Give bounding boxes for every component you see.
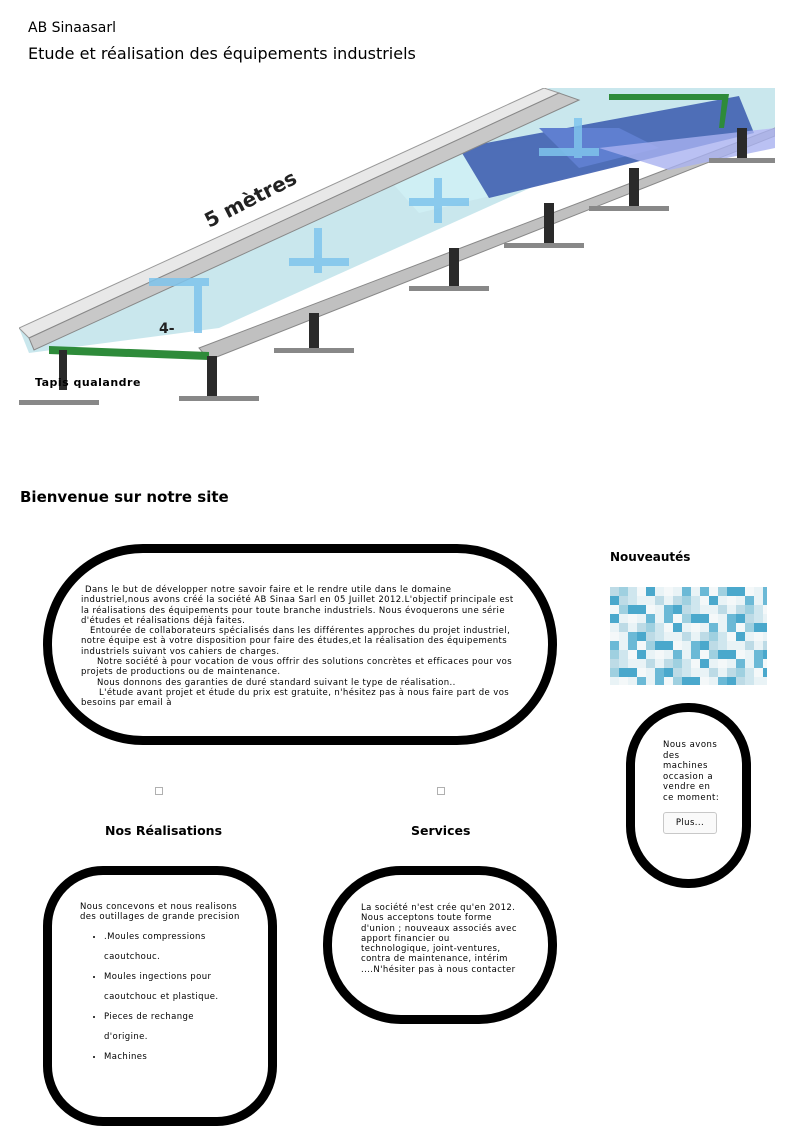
- mosaic-tile: [763, 650, 767, 659]
- mosaic-tile: [655, 659, 664, 668]
- mosaic-tile: [754, 596, 763, 605]
- mosaic-tile: [610, 659, 619, 668]
- mosaic-tile: [610, 587, 619, 596]
- mosaic-tile: [700, 668, 709, 677]
- mosaic-tile: [727, 614, 736, 623]
- mosaic-tile: [628, 632, 637, 641]
- mosaic-tile: [718, 605, 727, 614]
- mosaic-tile: [718, 659, 727, 668]
- mosaic-tile: [673, 623, 682, 632]
- mosaic-tile: [745, 650, 754, 659]
- mosaic-tile: [637, 650, 646, 659]
- list-item: • .Moules compressions caoutchouc.: [104, 927, 238, 967]
- mosaic-tile: [655, 668, 664, 677]
- mosaic-tile: [718, 677, 727, 685]
- mosaic-tile: [754, 668, 763, 677]
- mosaic-tile: [691, 587, 700, 596]
- mosaic-tile: [637, 623, 646, 632]
- mosaic-tile: [619, 596, 628, 605]
- mosaic-tile: [646, 614, 655, 623]
- mosaic-tile: [682, 605, 691, 614]
- mosaic-tile: [682, 632, 691, 641]
- mosaic-tile: [628, 596, 637, 605]
- mosaic-tile: [682, 650, 691, 659]
- mosaic-tile: [718, 614, 727, 623]
- mosaic-tile: [637, 659, 646, 668]
- mosaic-tile: [691, 677, 700, 685]
- mosaic-tile: [682, 659, 691, 668]
- mosaic-tile: [745, 623, 754, 632]
- mosaic-tile: [727, 623, 736, 632]
- mosaic-tile: [700, 587, 709, 596]
- intro-paragraph: Nous donnons des garanties de duré standard suivant le type de réalisation..: [97, 677, 456, 688]
- mosaic-tile: [619, 668, 628, 677]
- mosaic-tile: [655, 632, 664, 641]
- mosaic-tile: [646, 587, 655, 596]
- mosaic-tile: [736, 677, 745, 685]
- mosaic-tile: [718, 641, 727, 650]
- mosaic-tile: [673, 668, 682, 677]
- list-item: • Moules ingections pour caoutchouc et plastique.: [104, 967, 238, 1007]
- mosaic-tile: [709, 596, 718, 605]
- mosaic-tile: [637, 677, 646, 685]
- mosaic-tile: [610, 614, 619, 623]
- mosaic-tile: [619, 641, 628, 650]
- mosaic-tile: [646, 659, 655, 668]
- mosaic-tile: [637, 641, 646, 650]
- mosaic-tile: [691, 650, 700, 659]
- mosaic-tile: [700, 677, 709, 685]
- mosaic-tile: [610, 677, 619, 685]
- mosaic-tile: [619, 587, 628, 596]
- mosaic-tile: [637, 632, 646, 641]
- mosaic-tile: [655, 641, 664, 650]
- mosaic-tile: [727, 650, 736, 659]
- mosaic-tile: [727, 677, 736, 685]
- mosaic-tile: [691, 659, 700, 668]
- list-item: • Pieces de rechange d'origine.: [104, 1007, 238, 1047]
- mosaic-tile: [763, 587, 767, 596]
- mosaic-tile: [754, 623, 763, 632]
- mosaic-tile: [664, 623, 673, 632]
- mosaic-tile: [664, 677, 673, 685]
- mosaic-tile: [646, 677, 655, 685]
- mosaic-tile: [727, 668, 736, 677]
- mosaic-tile: [637, 605, 646, 614]
- mosaic-tile: [673, 677, 682, 685]
- mosaic-tile: [745, 605, 754, 614]
- mosaic-tile: [664, 641, 673, 650]
- mosaic-tile: [709, 641, 718, 650]
- hero-caption: Tapis qualandre: [35, 376, 141, 389]
- mosaic-tile: [637, 587, 646, 596]
- mosaic-tile: [736, 596, 745, 605]
- mosaic-tile: [754, 641, 763, 650]
- intro-panel: [43, 544, 557, 745]
- mosaic-tile: [763, 641, 767, 650]
- mosaic-tile: [736, 668, 745, 677]
- mosaic-tile: [745, 596, 754, 605]
- mosaic-tile: [673, 605, 682, 614]
- mosaic-tile: [700, 623, 709, 632]
- mosaic-tile: [709, 605, 718, 614]
- mosaic-tile: [754, 677, 763, 685]
- mosaic-tile: [691, 668, 700, 677]
- mosaic-tile: [718, 668, 727, 677]
- mosaic-tile: [610, 632, 619, 641]
- mosaic-tile: [700, 659, 709, 668]
- mosaic-tile: [664, 632, 673, 641]
- mosaic-tile: [682, 587, 691, 596]
- mosaic-tile: [745, 668, 754, 677]
- mosaic-tile: [664, 659, 673, 668]
- mosaic-tile: [628, 668, 637, 677]
- mosaic-tile: [664, 605, 673, 614]
- services-panel: [323, 866, 557, 1024]
- mosaic-tile: [619, 605, 628, 614]
- mosaic-tile: [610, 605, 619, 614]
- mosaic-tile: [691, 623, 700, 632]
- mosaic-tile: [709, 650, 718, 659]
- mosaic-tile: [682, 614, 691, 623]
- mosaic-tile: [673, 587, 682, 596]
- mosaic-tile: [637, 596, 646, 605]
- mosaic-tile: [655, 596, 664, 605]
- mosaic-tile: [736, 650, 745, 659]
- mosaic-tile: [727, 632, 736, 641]
- mosaic-tile: [763, 605, 767, 614]
- mosaic-tile: [628, 587, 637, 596]
- mosaic-tile: [745, 587, 754, 596]
- mosaic-tile: [637, 668, 646, 677]
- mosaic-tile: [700, 605, 709, 614]
- mosaic-tile: [655, 623, 664, 632]
- mosaic-tile: [754, 587, 763, 596]
- mosaic-tile: [673, 596, 682, 605]
- mosaic-tile: [763, 659, 767, 668]
- mosaic-tile: [619, 677, 628, 685]
- mosaic-tile: [628, 605, 637, 614]
- mosaic-tile: [655, 650, 664, 659]
- mosaic-tile: [646, 668, 655, 677]
- mosaic-tile: [619, 650, 628, 659]
- news-text: Nous avons des machines occasion a vendre en ce moment:: [663, 740, 720, 803]
- mosaic-tile: [763, 596, 767, 605]
- hero-side-label: 4-: [159, 321, 175, 337]
- mosaic-tile: [736, 623, 745, 632]
- realisations-intro: Nous concevons et nous realisons des outillages de grande precision: [80, 902, 240, 923]
- more-button[interactable]: Plus...: [663, 812, 717, 834]
- mosaic-tile: [682, 677, 691, 685]
- mosaic-tile: [736, 632, 745, 641]
- mosaic-tile: [727, 659, 736, 668]
- mosaic-tile: [736, 659, 745, 668]
- mosaic-tile: [610, 641, 619, 650]
- broken-image-icon: [155, 787, 163, 795]
- mosaic-tile: [691, 596, 700, 605]
- mosaic-tile: [763, 677, 767, 685]
- mosaic-tile: [718, 650, 727, 659]
- site-tagline: Etude et réalisation des équipements industriels: [28, 44, 416, 63]
- mosaic-tile: [718, 596, 727, 605]
- mosaic-tile: [610, 596, 619, 605]
- mosaic-tile: [664, 596, 673, 605]
- realisations-title: Nos Réalisations: [105, 823, 223, 838]
- mosaic-tile: [718, 623, 727, 632]
- mosaic-tile: [691, 605, 700, 614]
- mosaic-tile: [700, 632, 709, 641]
- mosaic-tile: [727, 596, 736, 605]
- mosaic-tile: [727, 605, 736, 614]
- mosaic-tile: [718, 587, 727, 596]
- intro-paragraph: Dans le but de développer notre savoir faire et le rendre utile dans le domaine industriel,nous avons créé la société AB Sinaa Sarl en 05 Juillet 2012.L'objectif principale est la réalisations des équipements pour toute branche industriels. Nous évoquerons une série d'études et réalisations déjà faites.: [81, 585, 514, 626]
- intro-paragraph: Notre société à pour vocation de vous offrir des solutions concrètes et efficaces pour vos projets de productions ou de maintenance.: [81, 657, 513, 678]
- mosaic-tile: [610, 623, 619, 632]
- list-item: • Machines: [104, 1047, 238, 1067]
- mosaic-tile: [709, 677, 718, 685]
- news-title: Nouveautés: [610, 550, 691, 564]
- mosaic-tile: [727, 587, 736, 596]
- mosaic-tile: [736, 641, 745, 650]
- mosaic-tile: [700, 614, 709, 623]
- mosaic-tile: [763, 668, 767, 677]
- mosaic-tile: [628, 614, 637, 623]
- mosaic-tile: [646, 632, 655, 641]
- intro-paragraph: L'étude avant projet et étude du prix est gratuite, n'hésitez pas à nous faire part de vos besoins par email à: [81, 687, 510, 709]
- mosaic-tile: [664, 587, 673, 596]
- mosaic-tile: [754, 632, 763, 641]
- mosaic-tile: [628, 659, 637, 668]
- mosaic-tile: [745, 677, 754, 685]
- mosaic-tile: [637, 614, 646, 623]
- mosaic-tile: [763, 632, 767, 641]
- mosaic-tile: [655, 587, 664, 596]
- news-panel: [626, 703, 751, 888]
- intro-paragraph: Entourée de collaborateurs spécialisés dans les différentes approches du projet industriel, notre équipe est à votre disposition pour faire des études,et la réalisation des équipements industriels suivant vos cahiers de charges.: [81, 626, 511, 657]
- mosaic-tile: [619, 614, 628, 623]
- realisations-panel: [43, 866, 277, 1126]
- mosaic-tile: [664, 650, 673, 659]
- mosaic-tile: [682, 668, 691, 677]
- mosaic-tile: [673, 650, 682, 659]
- mosaic-tile: [736, 614, 745, 623]
- mosaic-tile: [628, 641, 637, 650]
- mosaic-tile: [754, 659, 763, 668]
- mosaic-tile: [655, 605, 664, 614]
- mosaic-tile: [709, 587, 718, 596]
- mosaic-tile: [763, 614, 767, 623]
- mosaic-tile: [727, 641, 736, 650]
- mosaic-tile: [664, 668, 673, 677]
- mosaic-tile: [646, 605, 655, 614]
- mosaic-tile: [736, 587, 745, 596]
- broken-image-icon: [437, 787, 445, 795]
- mosaic-tile: [619, 632, 628, 641]
- mosaic-tile: [610, 668, 619, 677]
- services-text: La société n'est crée qu'en 2012. Nous acceptons toute forme d'union ; nouveaux associés avec apport financier ou technologique, joint-ventures, contra de maintenance, intérim ....N'hésiter pas à nous contacter: [361, 903, 517, 975]
- hero-dimension-label: 5 mètres: [200, 165, 301, 233]
- mosaic-tile: [682, 641, 691, 650]
- mosaic-tile: [673, 641, 682, 650]
- mosaic-tile: [754, 605, 763, 614]
- mosaic-tile: [700, 596, 709, 605]
- services-title: Services: [411, 823, 471, 838]
- mosaic-tile: [682, 596, 691, 605]
- mosaic-tile: [610, 650, 619, 659]
- mosaic-tile: [673, 632, 682, 641]
- mosaic-tile: [709, 614, 718, 623]
- mosaic-tile: [628, 623, 637, 632]
- welcome-title: Bienvenue sur notre site: [20, 488, 229, 506]
- mosaic-tile: [709, 659, 718, 668]
- mosaic-tile: [628, 650, 637, 659]
- mosaic-tile: [745, 659, 754, 668]
- hero-conveyor-image: [19, 88, 775, 410]
- mosaic-tile: [700, 650, 709, 659]
- site-name: AB Sinaasarl: [28, 20, 116, 36]
- mosaic-tile: [655, 677, 664, 685]
- mosaic-tile: [709, 632, 718, 641]
- mosaic-tile: [718, 632, 727, 641]
- mosaic-tile: [664, 614, 673, 623]
- mosaic-tile: [655, 614, 664, 623]
- mosaic-tile: [745, 632, 754, 641]
- mosaic-tile: [736, 605, 745, 614]
- mosaic-tile: [691, 632, 700, 641]
- mosaic-tile: [646, 623, 655, 632]
- mosaic-tile: [628, 677, 637, 685]
- realisations-list: [80, 927, 238, 1067]
- mosaic-tile: [619, 659, 628, 668]
- mosaic-tile: [619, 623, 628, 632]
- mosaic-tile: [673, 659, 682, 668]
- mosaic-tile: [691, 614, 700, 623]
- mosaic-tile: [754, 650, 763, 659]
- mosaic-tile: [709, 623, 718, 632]
- mosaic-tile: [709, 668, 718, 677]
- mosaic-tile: [691, 641, 700, 650]
- mosaic-tile: [745, 641, 754, 650]
- mosaic-tile: [682, 623, 691, 632]
- mosaic-tile: [754, 614, 763, 623]
- mosaic-tile: [646, 650, 655, 659]
- mosaic-tile: [673, 614, 682, 623]
- news-mosaic-image: [610, 587, 767, 685]
- mosaic-tile: [700, 641, 709, 650]
- mosaic-tile: [745, 614, 754, 623]
- mosaic-tile: [763, 623, 767, 632]
- mosaic-tile: [646, 641, 655, 650]
- mosaic-tile: [646, 596, 655, 605]
